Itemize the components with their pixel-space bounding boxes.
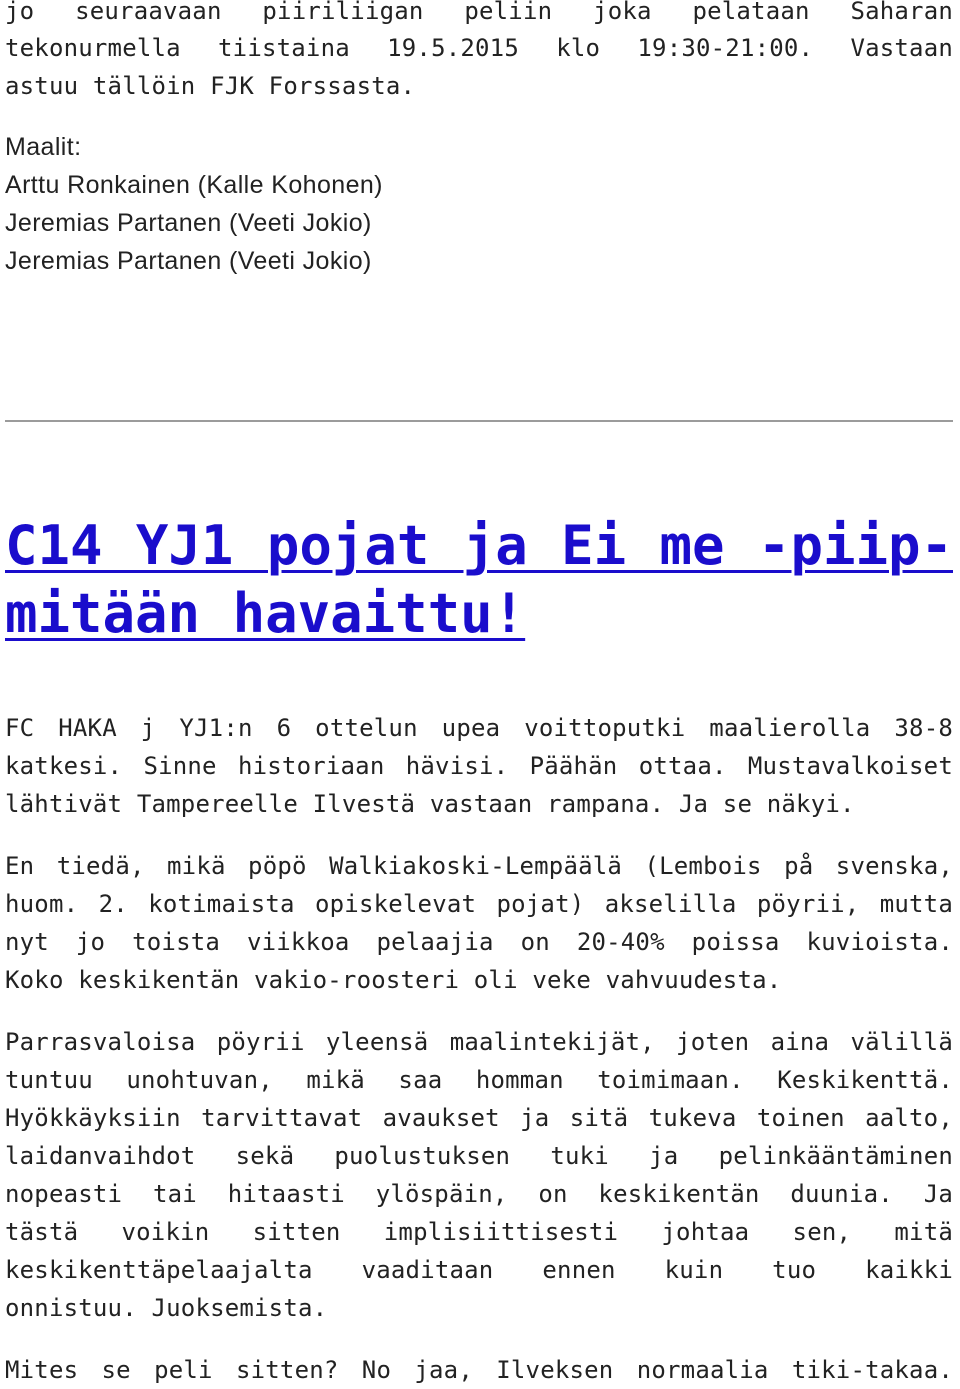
- paragraph-1-line-3: lähtivät Tampereelle Ilvestä vastaan rampana. Ja se näkyi.: [5, 790, 855, 818]
- paragraph-2-line-3: nyt jo toista viikkoa pelaajia on 20-40% poissa kuvioista.: [5, 928, 953, 956]
- paragraph-3-line-6: tästä voikin sitten implisiittisesti johtaa sen, mitä: [5, 1218, 953, 1246]
- paragraph-3-line-3: Hyökkäyksiin tarvittavat avaukset ja sitä tukeva toinen aalto,: [5, 1104, 953, 1132]
- paragraph-3-line-7: keskikenttäpelaajalta vaaditaan ennen kuin tuo kaikki: [5, 1256, 953, 1284]
- paragraph-4-line-1: Mites se peli sitten? No jaa, Ilveksen normaalia tiki-takaa.: [5, 1356, 953, 1384]
- goals-heading: Maalit:: [5, 133, 82, 161]
- paragraph-3-line-8: onnistuu. Juoksemista.: [5, 1294, 328, 1322]
- goal-item: Jeremias Partanen (Veeti Jokio): [5, 247, 372, 275]
- paragraph-2-line-2: huom. 2. kotimaista opiskelevat pojat) akselilla pöyrii, mutta: [5, 890, 953, 918]
- paragraph-3-line-2: tuntuu unohtuvan, mikä saa homman toimimaan. Keskikenttä.: [5, 1066, 953, 1094]
- article-title-link[interactable]: [5, 512, 953, 648]
- paragraph-1-line-1: FC HAKA j YJ1:n 6 ottelun upea voittoputki maalierolla 38-8: [5, 714, 953, 742]
- intro-line-3: astuu tällöin FJK Forssasta.: [5, 72, 416, 100]
- intro-line-1: jo seuraavaan piiriliigan peliin joka pelataan Saharan: [5, 0, 953, 25]
- article-title-line-2[interactable]: mitään havaittu!: [5, 582, 526, 645]
- paragraph-3-line-5: nopeasti tai hitaasti ylöspäin, on keskikentän duunia. Ja: [5, 1180, 953, 1208]
- intro-line-2: tekonurmella tiistaina 19.5.2015 klo 19:30-21:00. Vastaan: [5, 34, 953, 62]
- article-title-line-1[interactable]: C14 YJ1 pojat ja Ei me -piip-: [5, 514, 953, 577]
- paragraph-2-line-1: En tiedä, mikä pöpö Walkiakoski-Lempäälä (Lembois på svenska,: [5, 852, 953, 880]
- goal-item: Jeremias Partanen (Veeti Jokio): [5, 209, 372, 237]
- paragraph-1-line-2: katkesi. Sinne historiaan hävisi. Päähän ottaa. Mustavalkoiset: [5, 752, 953, 780]
- paragraph-3-line-1: Parrasvaloisa pöyrii yleensä maalintekijät, joten aina välillä: [5, 1028, 953, 1056]
- goal-item: Arttu Ronkainen (Kalle Kohonen): [5, 171, 383, 199]
- paragraph-2-line-4: Koko keskikentän vakio-roosteri oli veke vahvuudesta.: [5, 966, 782, 994]
- paragraph-3-line-4: laidanvaihdot sekä puolustuksen tuki ja pelinkääntäminen: [5, 1142, 953, 1170]
- post-divider: [5, 420, 953, 422]
